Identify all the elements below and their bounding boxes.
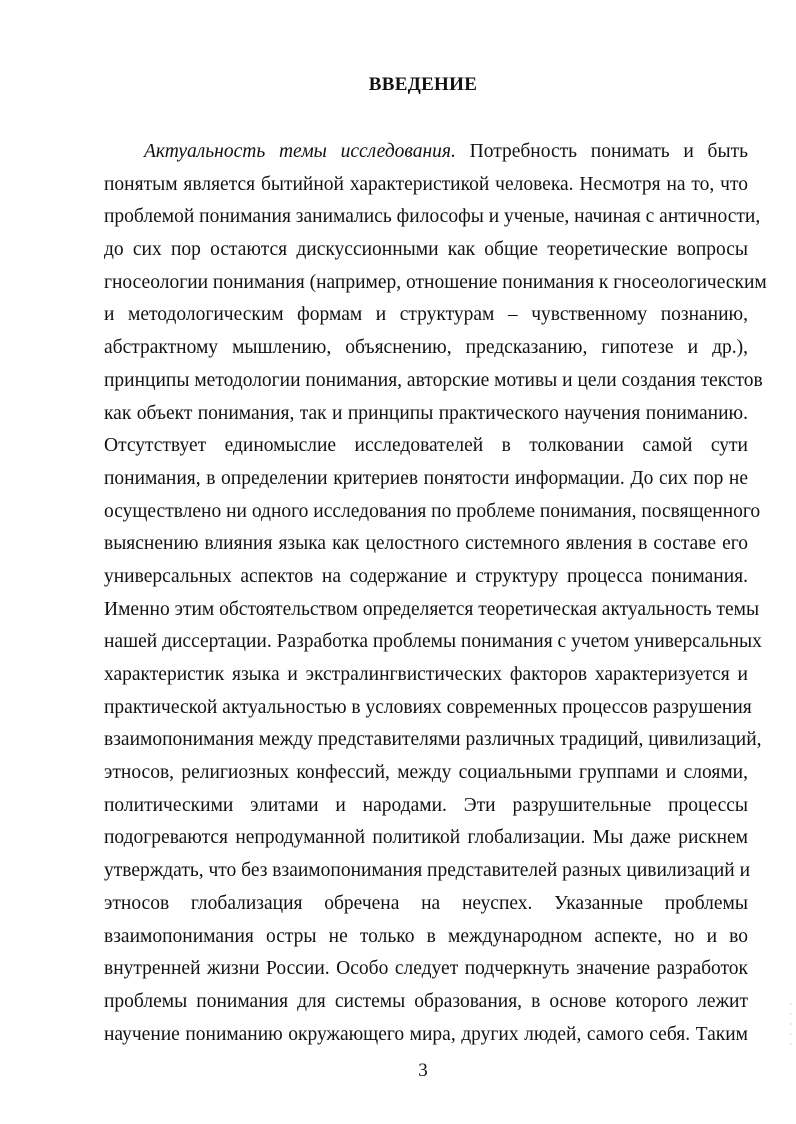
text-line: понимания, в определении критериев понятости информации. До сих пор не (104, 467, 748, 489)
text-line: Отсутствует единомыслие исследователей в толковании самой сути (104, 435, 748, 457)
text-line: подогреваются непродуманной политикой глобализации. Мы даже рискнем (104, 827, 748, 849)
page-number: 3 (418, 1060, 428, 1081)
text-line: этносов глобализация обречена на неуспех. Указанные проблемы (104, 892, 748, 914)
text-line: до сих пор остаются дискуссионными как общие теоретические вопросы (104, 239, 748, 261)
text-line: этносов, религиозных конфессий, между социальными группами и слоями, (104, 762, 748, 784)
text-line: утверждать, что без взаимопонимания представителей разных цивилизаций и (104, 860, 751, 882)
text-line: проблемы понимания для системы образования, в основе которого лежит (104, 990, 748, 1012)
text-line: взаимопонимания между представителями различных традиций, цивилизаций, (104, 729, 762, 751)
text-line: и методологическим формам и структурам – чувственному познанию, (104, 304, 748, 326)
text-line: абстрактному мышлению, объяснению, предсказанию, гипотезе и др.), (104, 337, 748, 359)
text-line: практической актуальностью в условиях современных процессов разрушения (104, 696, 752, 718)
text-line: выяснению влияния языка как целостного системного явления в составе его (104, 533, 748, 555)
text-line: характеристик языка и экстралингвистических факторов характеризуется и (104, 664, 748, 685)
scan-edge-mark: · · · · · (789, 1000, 793, 1049)
text-line: Именно этим обстоятельством определяется теоретическая актуальность темы (104, 598, 760, 620)
text-line: нашей диссертации. Разработка проблемы понимания с учетом универсальных (104, 631, 762, 653)
body-paragraph (104, 136, 767, 1051)
text-line: гносеологии понимания (например, отношение понимания к гносеологическим (104, 271, 767, 293)
text-line: проблемой понимания занимались философы и ученые, начиная с античности, (104, 206, 761, 228)
text-line: принципы методологии понимания, авторские мотивы и цели создания текстов (104, 369, 763, 391)
lead-phrase: Актуальность темы исследования. (144, 141, 456, 162)
text-line: Актуальность темы исследования. Потребность понимать и быть (144, 141, 748, 162)
text-line: политическими элитами и народами. Эти разрушительные процессы (104, 794, 748, 816)
text-line: осуществлено ни одного исследования по проблеме понимания, посвященного (104, 500, 761, 522)
page-title: ВВЕДЕНИЕ (368, 74, 478, 95)
text-line: понятым является бытийной характеристикой человека. Несмотря на то, что (104, 173, 748, 195)
text-line: взаимопонимания остры не только в международном аспекте, но и во (104, 925, 748, 947)
text-line: универсальных аспектов на содержание и структуру процесса понимания. (104, 565, 748, 587)
text-line: научение пониманию окружающего мира, других людей, самого себя. Таким (104, 1023, 748, 1045)
text-line: внутренней жизни России. Особо следует подчеркнуть значение разработок (104, 958, 748, 980)
text-line: как объект понимания, так и принципы практического научения пониманию. (104, 402, 748, 424)
